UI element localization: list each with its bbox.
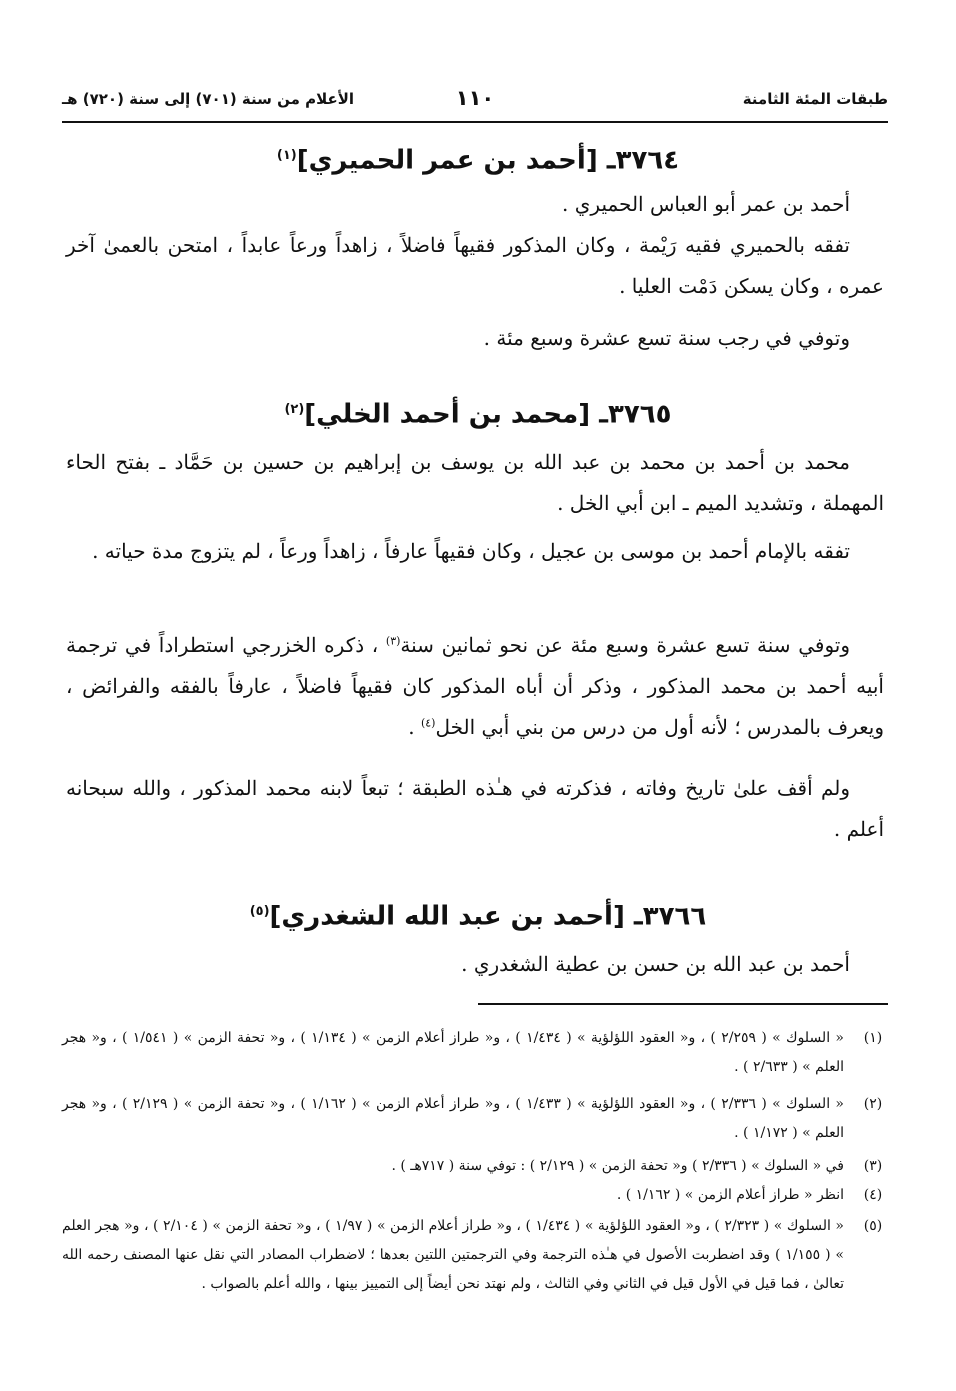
paragraph-text: وتوفي سنة تسع عشرة وسبع مئة عن نحو ثمانين سنة [400, 633, 850, 657]
entry-paragraph: وتوفي سنة تسع عشرة وسبع مئة عن نحو ثمانين سنة$^{(٣)}$ ، ذكره الخزرجي استطراداً في ترجمة أبيه أحمد بن محمد المذكور ، وذكر أن أباه المذكور كان فقيهاً فاضلاً ، عارفاً بالفقه والفرائض ، ويعرف بالمدرس ؛ لأنه أول من درس من بني أبي الخل$^{(٤)}$ . [66, 633, 884, 739]
footnote-text: « السلوك » ( ٢/٢٥٩ ) ، و« العقود اللؤلؤية » ( ١/٤٣٤ ) ، و« طراز أعلام الزمن » ( ١/١٣٤ ) ، و« تحفة الزمن » ( ١/٥٤١ ) ، و« هجر العلم » ( ٢/٦٣٣ ) . [62, 1030, 844, 1075]
footnote-number: (٣) [863, 1158, 883, 1174]
footnote-text: « السلوك » ( ٢/٣٣٦ ) ، و« العقود اللؤلؤية » ( ١/٤٣٣ ) ، و« طراز أعلام الزمن » ( ١/١٦٢ ) ، و« تحفة الزمن » ( ٢/١٢٩ ) ، و« هجر العلم » ( ١/١٧٢ ) . [62, 1096, 844, 1141]
paragraph-text: ، ذكره الخزرجي استطراداً في ترجمة أبيه أحمد بن محمد المذكور ، وذكر أن أباه المذكور كان فقيهاً فاضلاً ، عارفاً بالفقه والفرائض ، ويعرف بالمدرس ؛ لأنه أول من درس من بني أبي الخل [66, 633, 884, 739]
footnote-number: (١) [863, 1030, 883, 1046]
footnote [62, 1090, 890, 1148]
entry-paragraph: تفقه بالحميري فقيه رَيْمة ، وكان المذكور فقيهاً فاضلاً ، زاهداً ورعاً عابداً ، امتحن بالعمىٰ آخر عمره ، وكان يسكن دَمْت العليا . [66, 233, 884, 298]
entry-title [40, 390, 916, 435]
footnote-ref: (٥) [249, 904, 270, 919]
footnote [62, 1024, 890, 1082]
header-rule [62, 121, 888, 123]
footnote-ref: (٢) [284, 402, 305, 417]
entry-paragraph: وتوفي في رجب سنة تسع عشرة وسبع مئة . [483, 326, 850, 350]
footnote-number: (٤) [863, 1187, 883, 1203]
header-section-title: طبقات المئة الثامنة [742, 90, 888, 108]
entry-paragraph: أحمد بن عبد الله بن حسن بن عطية الشغدري . [461, 952, 850, 976]
running-header [62, 86, 888, 120]
entry-paragraph: محمد بن أحمد بن محمد بن عبد الله بن يوسف بن إبراهيم بن حسين بن حَمَّاد ـ بفتح الحاء المهملة ، وتشديد الميم ـ ابن أبي الخل . [66, 450, 884, 515]
footnote-ref: (٤) [420, 716, 436, 730]
footnote-ref: (١) [276, 148, 297, 163]
footnote [62, 1181, 890, 1210]
footnote [62, 1212, 890, 1299]
entry-heading: ٣٧٦٦ـ [أحمد بن عبد الله الشغدري] [269, 901, 707, 932]
footnote-text: « السلوك » ( ٢/٣٢٣ ) ، و« العقود اللؤلؤية » ( ١/٤٣٤ ) ، و« طراز أعلام الزمن » ( ١/٩٧ ) ، و« تحفة الزمن » ( ٢/١٠٤ ) ، و« هجر العلم » ( ١/١٥٥ ) وقد اضطربت الأصول في هـٰذه الترجمة وفي الترجمتين اللتين بعدها ؛ لاضطراب المصادر التي نقل عنها المصنف رحمه الله تعالىٰ ، فما قيل في الأول قيل في الثاني وفي الثالث ، ولم نهتد نحن أيضاً إلى التمييز بينها ، والله أعلم بالصواب . [62, 1218, 845, 1292]
footnote-number: (٢) [863, 1096, 883, 1112]
entry-heading: ٣٧٦٤ـ [أحمد بن عمر الحميري] [296, 145, 680, 176]
entry-title [40, 892, 916, 937]
entry-paragraph: ولم أقف علىٰ تاريخ وفاته ، فذكرته في هـٰذه الطبقة ؛ تبعاً لابنه محمد المذكور ، والله سبحانه أعلم . [66, 776, 884, 841]
footnote-number: (٥) [863, 1218, 883, 1234]
entry-title [40, 136, 916, 181]
entry-paragraph: تفقه بالإمام أحمد بن موسى بن عجيل ، وكان فقيهاً عارفاً ، زاهداً ورعاً ، لم يتزوج مدة حياته . [92, 539, 850, 563]
page-number: ١١٠ [455, 86, 495, 110]
footnote-text: في « السلوك » ( ٢/٣٣٦ ) و« تحفة الزمن » ( ٢/١٢٩ ) : توفي سنة ( ٧١٧هـ ) . [391, 1158, 844, 1174]
entry-paragraph: أحمد بن عمر أبو العباس الحميري . [562, 192, 850, 216]
footnote-text: انظر « طراز أعلام الزمن » ( ١/١٦٢ ) . [616, 1187, 844, 1203]
footnote-separator [478, 1003, 888, 1005]
entry-heading: ٣٧٦٥ـ [محمد بن أحمد الخلي] [304, 399, 672, 430]
header-range-title: الأعلام من سنة (٧٠١) إلى سنة (٧٢٠) هـ [62, 90, 355, 108]
footnote-ref: (٣) [385, 634, 401, 648]
footnote [62, 1152, 890, 1181]
